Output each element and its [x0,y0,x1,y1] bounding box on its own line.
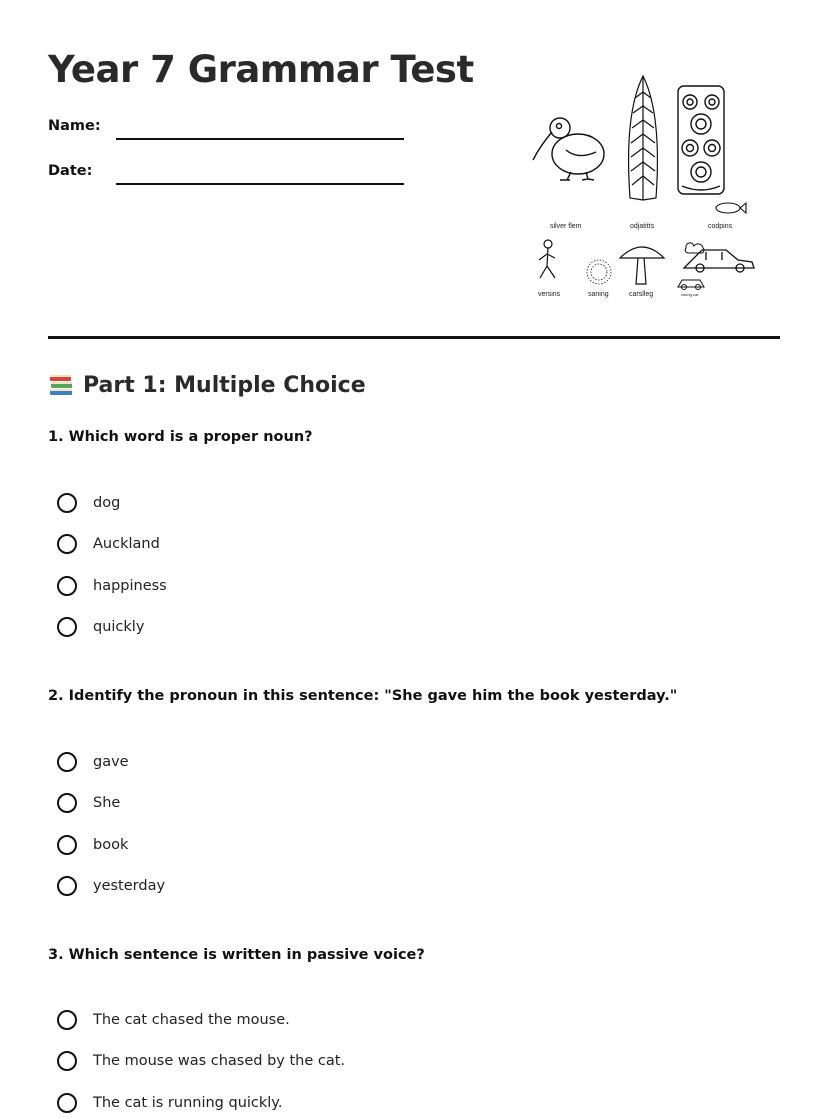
name-field[interactable] [116,138,404,140]
q2-option-yesterday[interactable] [57,874,165,898]
option-label: She [93,795,121,811]
fish-icon [716,203,746,213]
date-label: Date: [48,163,93,179]
question-2: 2. Identify the pronoun in this sentence: "She gave him the book yesterday." [48,688,678,704]
q1-option-quickly[interactable] [57,615,144,639]
section-divider [48,336,780,339]
radio-button[interactable] [57,1010,77,1030]
option-label: book [93,837,129,853]
radio-button[interactable] [57,752,77,772]
name-label: Name: [48,118,101,134]
question-3: 3. Which sentence is written in passive voice? [48,947,425,963]
radio-button[interactable] [57,876,77,896]
radio-button[interactable] [57,1051,77,1071]
q3-option-passive[interactable] [57,1049,345,1073]
page-title: Year 7 Grammar Test [48,48,474,91]
caption-racing-car: racing car [681,292,699,297]
caption-silver-flem: silver flem [550,223,582,230]
sun-icon [587,260,611,284]
option-label: The cat is running quickly. [93,1095,283,1111]
part-1-heading [48,372,366,398]
caption-versins: versins [538,291,561,298]
q2-option-gave[interactable] [57,750,129,774]
racing-car-icon [678,280,704,290]
kiwi-bird-illustration [533,118,604,180]
option-label: yesterday [93,878,166,894]
option-label: Auckland [93,536,160,552]
option-label: quickly [93,619,145,635]
q1-option-dog[interactable] [57,491,120,515]
option-label: The mouse was chased by the cat. [93,1053,346,1069]
q3-option-active[interactable] [57,1008,290,1032]
q2-option-book[interactable] [57,833,128,857]
illustration-panel [526,72,762,304]
radio-button[interactable] [57,534,77,554]
caption-odjatitts: odjatitts [630,223,655,230]
q3-option-progressive[interactable] [57,1091,282,1115]
radio-button[interactable] [57,1093,77,1113]
radio-button[interactable] [57,617,77,637]
books-icon [48,372,74,398]
question-1: 1. Which word is a proper noun? [48,429,313,445]
date-field[interactable] [116,183,404,185]
radio-button[interactable] [57,576,77,596]
radio-button[interactable] [57,793,77,813]
part-1-heading-text: Part 1: Multiple Choice [83,372,366,398]
mushroom-icon [620,247,664,284]
radio-button[interactable] [57,493,77,513]
q2-option-she[interactable] [57,791,120,815]
caption-codpins: codpins [708,223,733,230]
option-label: The cat chased the mouse. [93,1012,290,1028]
carving-panel-illustration [678,86,724,194]
q1-option-auckland[interactable] [57,532,160,556]
option-label: gave [93,754,129,770]
option-label: happiness [93,578,167,594]
caption-saning: saning [588,291,609,298]
caption-carslleg: carslleg [629,291,654,298]
radio-button[interactable] [57,835,77,855]
q1-option-happiness[interactable] [57,574,167,598]
option-label: dog [93,495,121,511]
walking-person-icon [539,240,555,278]
silver-fern-illustration [629,76,658,200]
